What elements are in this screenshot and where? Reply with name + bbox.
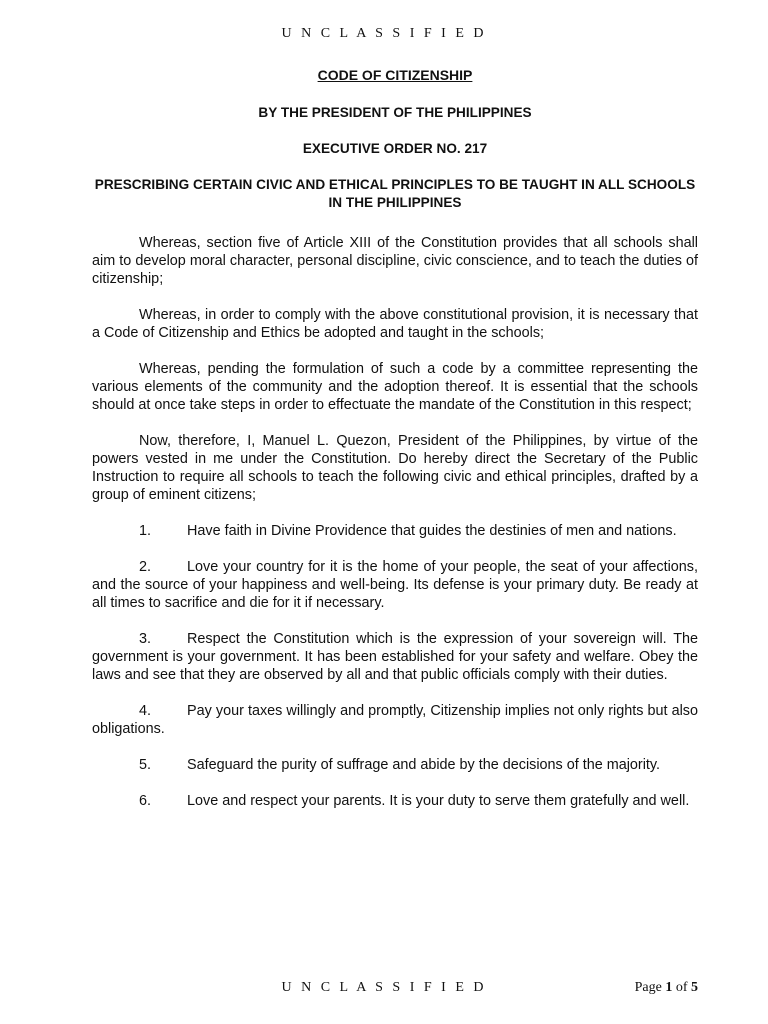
principle-item-1 [92,522,698,540]
principle-text: Safeguard the purity of suffrage and abide by the decisions of the majority. [187,757,661,773]
principle-number: 2. [139,559,152,575]
principle-number: 5. [139,757,152,773]
page-label: Page [634,980,662,995]
page-number [635,980,698,996]
principle-text: Have faith in Divine Providence that guides the destinies of men and nations. [187,523,677,539]
order-subject: PRESCRIBING CERTAIN CIVIC AND ETHICAL PRINCIPLES TO BE TAUGHT IN ALL SCHOOLS IN THE PHILIPPINES [94,177,696,210]
principle-item-4 [92,702,698,738]
whereas-paragraph-1: Whereas, section five of Article XIII of the Constitution provides that all schools shall aim to develop moral character, personal discipline, civic conscience, and to teach the duties of citizenship; [92,235,698,287]
whereas-paragraph-2: Whereas, in order to comply with the above constitutional provision, it is necessary that a Code of Citizenship and Ethics be adopted and taught in the schools; [92,307,698,341]
principle-text: Love and respect your parents. It is your duty to serve them gratefully and well. [187,793,690,809]
principle-text: Respect the Constitution which is the expression of your sovereign will. The government is your government. It has been established for your safety and welfare. Obey the laws and see that they are observed by all and that public officials comply with their duties. [92,631,698,683]
directive-paragraph: Now, therefore, I, Manuel L. Quezon, President of the Philippines, by virtue of the powers vested in me under the Constitution. Do hereby direct the Secretary of the Public Instruction to require all schools to teach the following civic and ethical principles, drafted by a group of eminent citizens; [92,433,698,503]
principle-number: 3. [139,631,152,647]
principle-number: 6. [139,793,152,809]
principle-number: 4. [139,703,152,719]
page-total: 5 [691,980,698,995]
order-number: EXECUTIVE ORDER NO. 217 [302,141,488,156]
header-classification: U N C L A S S I F I E D [281,26,487,41]
document-title [92,66,698,84]
document-title-text: CODE OF CITIZENSHIP [317,67,473,83]
footer-classification: U N C L A S S I F I E D [281,980,487,995]
principle-number: 1. [139,523,152,539]
principle-item-6 [92,792,698,810]
issuer-line: BY THE PRESIDENT OF THE PHILIPPINES [258,105,532,120]
principle-text: Pay your taxes willingly and promptly, Citizenship implies not only rights but also obligations. [92,703,698,737]
principle-item-2 [92,558,698,612]
principle-text: Love your country for it is the home of your people, the seat of your affections, and the source of your happiness and well-being. Its defense is your primary duty. Be ready at all times to sacrifice and die for it if necessary. [92,559,698,611]
whereas-paragraph-3: Whereas, pending the formulation of such a code by a committee representing the various elements of the community and the adoption thereof. It is essential that the schools should at once take steps in order to effectuate the mandate of the Constitution in this respect; [92,361,698,413]
document-body [92,66,698,828]
principle-item-5 [92,756,698,774]
page-of: of [675,980,688,995]
principle-item-3 [92,630,698,684]
page-current: 1 [665,980,673,995]
